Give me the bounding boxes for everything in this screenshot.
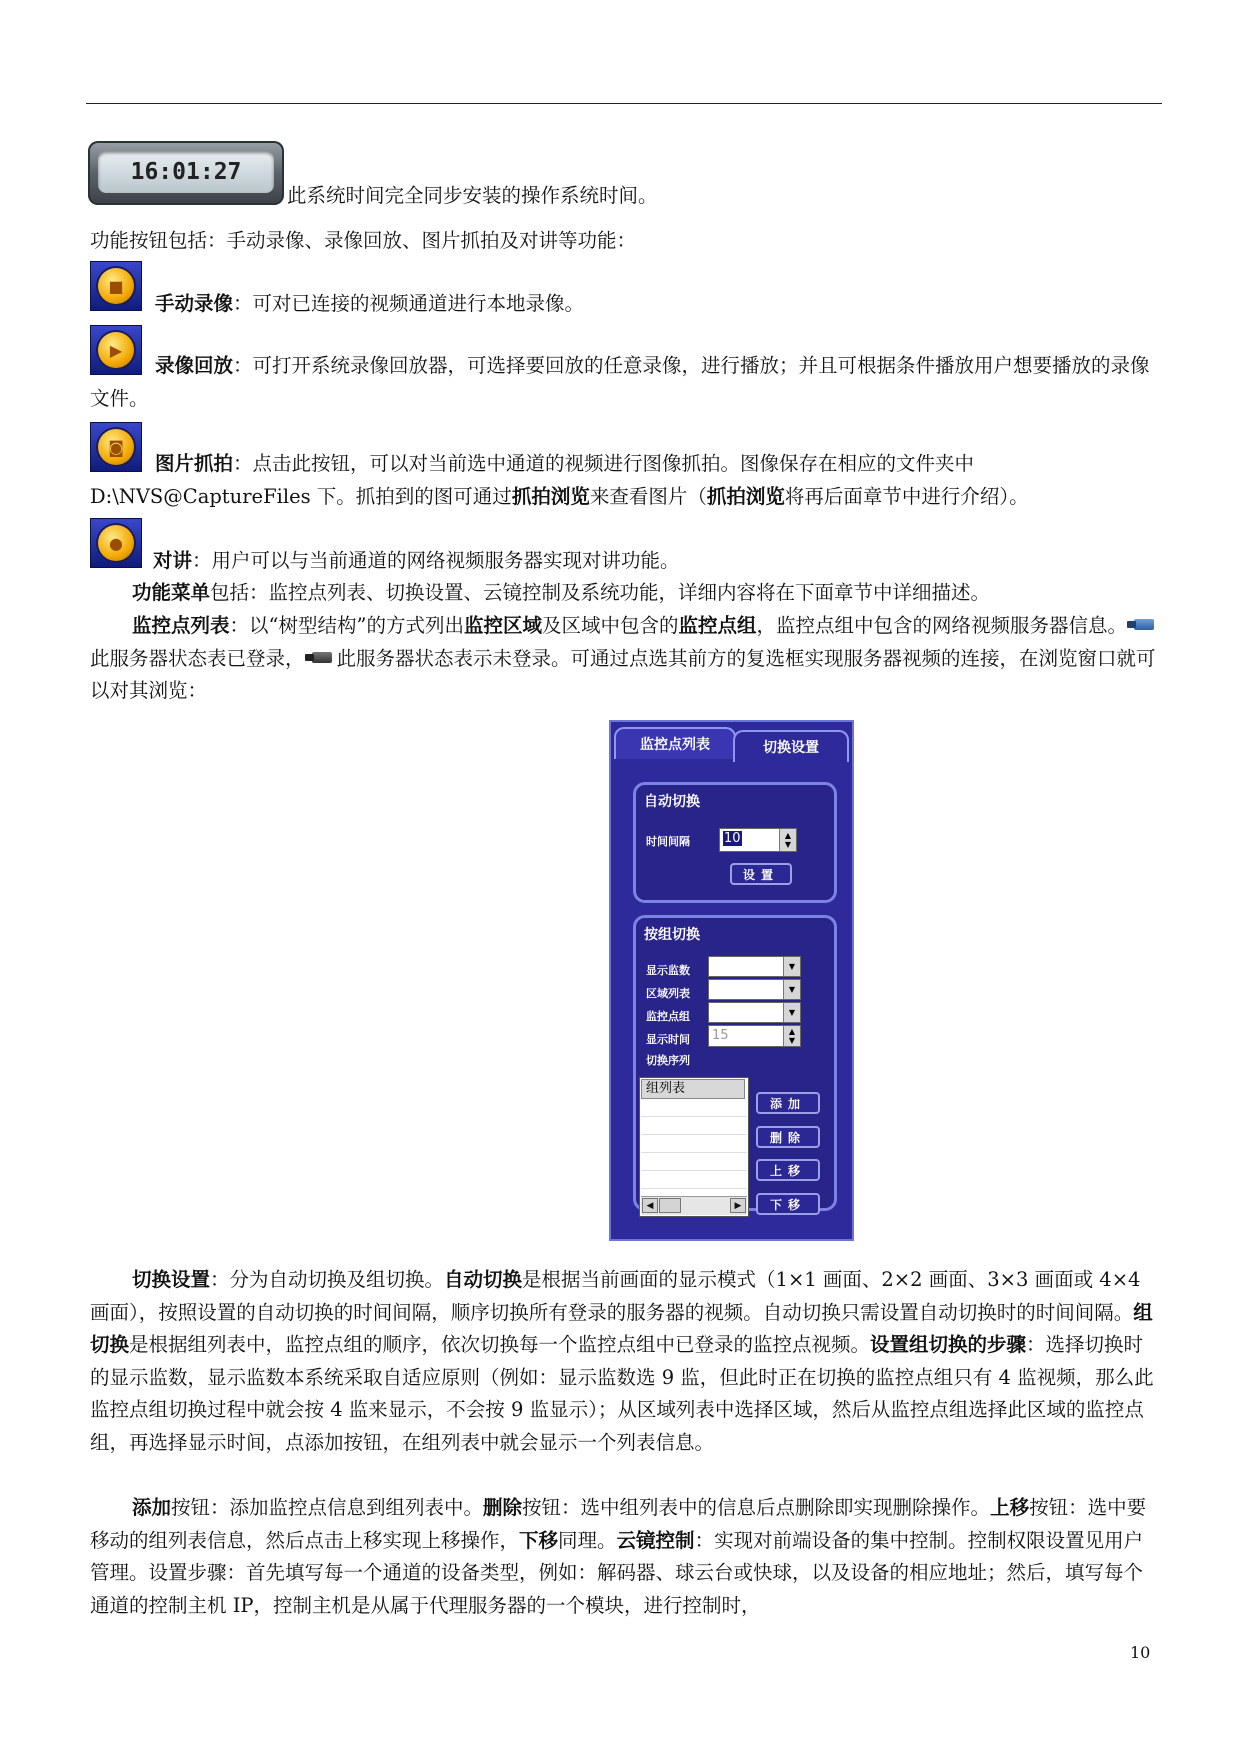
display-time-spinner[interactable]: ▲ ▼ [783, 1026, 800, 1046]
monitor-group-label: 监控点组 [646, 1010, 690, 1023]
talk-desc: 对讲：用户可以与当前通道的网络视频服务器实现对讲功能。 [153, 549, 680, 572]
interval-spinner[interactable]: ▲ ▼ [779, 829, 796, 851]
switch-settings-panel [609, 720, 854, 1241]
talk-button-image [90, 518, 142, 568]
display-time-label: 显示时间 [646, 1033, 690, 1046]
display-time-field[interactable]: 15 ▲ ▼ [708, 1025, 801, 1047]
camera-icon: ◙ [108, 437, 124, 457]
display-count-select[interactable] [708, 956, 801, 977]
add-button-paragraph: 添加按钮：添加监控点信息到组列表中。删除按钮：选中组列表中的信息后点删除即实现删除操作。上移按钮：选中要移动的组列表信息，然后点击上移实现上移操作，下移同理。云镜控制：实现对前端设备的集中控制。控制权限设置见用户管理。设置步骤：首先填写每一个通道的设备类型，例如：解码器、球云台或快球，以及设备的相应地址；然后，填写每个通道的控制主机 IP，控制主机是从属于代理服务器的一个模块，进行控制时， [90, 1496, 1147, 1617]
group-switch-title: 按组切换 [644, 927, 700, 943]
group-list-scrollbar[interactable] [641, 1196, 747, 1215]
clock-time: 16:01:27 [98, 151, 274, 193]
playback-desc: 录像回放：可打开系统录像回放器，可选择要回放的任意录像，进行播放；并且可根据条件播放用户想要播放的录像文件。 [90, 354, 1150, 410]
display-count-label: 显示监数 [646, 964, 690, 977]
switch-settings-paragraph: 切换设置：分为自动切换及组切换。自动切换是根据当前画面的显示模式（1×1 画面、2×2 画面、3×3 画面或 4×4 画面），按照设置的自动切换的时间间隔，顺序切换所有登录的服务器的视频。自动切换只需设置自动切换时的时间间隔。组切换是根据组列表中，监控点组的顺序，依次切换每一个监控点组中已登录的监控点视频。设置组切换的步骤：选择切换时的显示监数，显示监数本系统采取自适应原则（例如：显示监数选 9 监，但此时正在切换的监控点组只有 4 监视频，那么此监控点组切换过程中就会按 4 监来显示，不会按 9 监显示）；从区域列表中选择区域，然后从监控点组选择此区域的监控点组，再选择显示时间，点添加按钮，在组列表中就会显示一个列表信息。 [90, 1268, 1154, 1454]
header-rule [86, 103, 1162, 104]
interval-label: 时间间隔 [646, 835, 690, 848]
server-logged-out-icon [305, 648, 335, 668]
server-logged-in-icon [1127, 615, 1157, 635]
chevron-down-icon[interactable]: ▼ [783, 1003, 800, 1022]
clock-caption: 此系统时间完全同步安装的操作系统时间。 [287, 184, 658, 207]
set-button[interactable]: 设置 [730, 863, 792, 885]
delete-button[interactable]: 删除 [756, 1126, 820, 1148]
interval-field[interactable]: 10 ▲ ▼ [719, 828, 797, 852]
system-clock [88, 141, 284, 205]
capture-desc: 图片抓拍：点击此按钮，可以对当前选中通道的视频进行图像抓拍。图像保存在相应的文件夹中D:\NVS@CaptureFiles 下。抓拍到的图可通过抓拍浏览来查看图片（抓拍浏览将再后面章节中进行介绍）。 [90, 452, 1029, 508]
auto-switch-group [633, 782, 837, 903]
record-icon: ■ [108, 276, 124, 296]
move-down-button[interactable]: 下移 [756, 1193, 820, 1215]
menu-paragraph: 功能菜单包括：监控点列表、切换设置、云镜控制及系统功能，详细内容将在下面章节中详细描述。 [132, 581, 991, 604]
record-desc: 手动录像：可对已连接的视频通道进行本地录像。 [155, 292, 585, 315]
record-button-image [90, 261, 142, 311]
add-button[interactable]: 添加 [756, 1092, 820, 1114]
monitor-group-select[interactable] [708, 1002, 801, 1023]
group-list[interactable] [639, 1077, 749, 1217]
move-up-button[interactable]: 上移 [756, 1159, 820, 1181]
auto-switch-title: 自动切换 [644, 794, 700, 810]
page-number: 10 [1130, 1643, 1151, 1662]
area-list-label: 区域列表 [646, 987, 690, 1000]
microphone-icon: ● [109, 533, 123, 553]
monitor-list-paragraph: 监控点列表：以“树型结构”的方式列出监控区域及区域中包含的监控点组，监控点组中包含的网络视频服务器信息。 此服务器状态表已登录， 此服务器状态表示未登录。可通过点选其前方的复选框实现服务器视频的连接，在浏览窗口就可以对其浏览： [90, 614, 1156, 702]
chevron-down-icon[interactable]: ▼ [783, 957, 800, 976]
play-icon: ▶ [109, 340, 123, 360]
tab-monitor-list[interactable]: 监控点列表 [614, 727, 736, 759]
switch-sequence-label: 切换序列 [646, 1054, 690, 1067]
area-list-select[interactable] [708, 979, 801, 1000]
scroll-left-icon[interactable]: ◀ [642, 1198, 658, 1213]
tab-switch-settings[interactable]: 切换设置 [733, 730, 849, 762]
func-intro: 功能按钮包括：手动录像、录像回放、图片抓拍及对讲等功能： [90, 229, 637, 252]
group-list-header: 组列表 [641, 1079, 745, 1099]
scroll-right-icon[interactable]: ▶ [730, 1198, 746, 1213]
chevron-down-icon[interactable]: ▼ [783, 980, 800, 999]
scroll-thumb[interactable] [659, 1198, 681, 1213]
